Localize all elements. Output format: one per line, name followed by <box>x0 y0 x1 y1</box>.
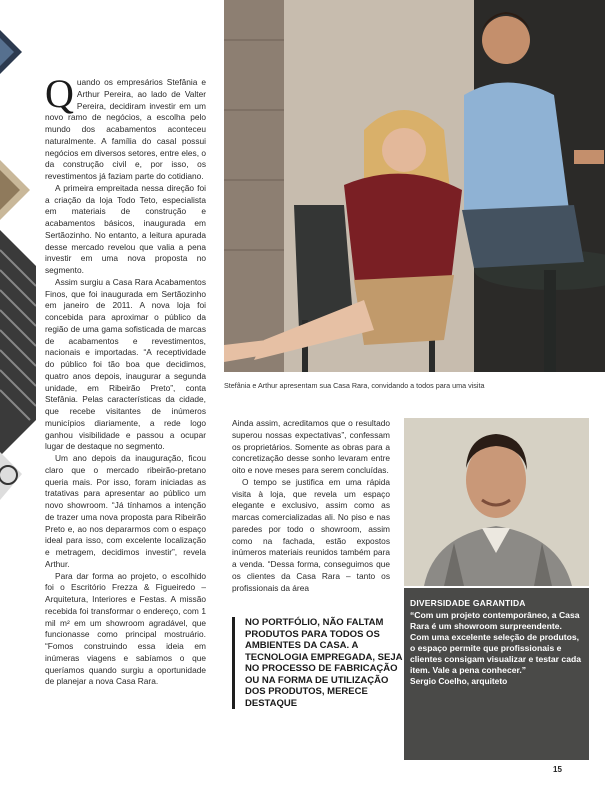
paragraph: Assim surgiu a Casa Rara Acabamentos Finos, que foi inaugurada em Sertãozinho em janeiro de 2011. A nova loja foi concebida para aproximar o público da região de uma gama sofisticada de marcas de acabamentos e revestimentos, nacionais e importadas. “A receptividade do público foi tão boa que decidimos, quatro anos depois, inaugurar a segunda unidade, em Ribeirão Preto”, conta Stefânia. Pelas características da cidade, que recebe visitantes de inúmeros municípios diariamente, a rede logo ganhou visibilidade e passou a ocupar lugar de destaque no segmento. <box>45 276 206 452</box>
paragraph: A primeira empreitada nessa direção foi a criação da loja Todo Teto, especialista em materiais de construção e acabamentos básicos, inaugurada em Sertãozinho. No entanto, a leitura apurada desse mercado revelou que valia a pena investir em uma nova proposta no segmento. <box>45 182 206 275</box>
drop-cap: Q <box>45 71 74 116</box>
left-text-column <box>45 71 206 688</box>
photo-caption: Stefânia e Arthur apresentam sua Casa Rara, convidando a todos para uma visita <box>224 381 485 390</box>
paragraph: O tempo se justifica em uma rápida visita à loja, que revela um espaço elegante e exclusivo, assim como as marcas comercializadas ali. No piso e nas paredes por todo o showroom, assim como na fachada, estão expostos inúmeros materiais reunidos também para a venda. “Dessa forma, conseguimos que os clientes da Casa Rara – tanto os profissionais da área <box>232 476 390 593</box>
sidebar-credit: Sergio Coelho, arquiteto <box>410 676 508 686</box>
diversity-sidebar <box>404 588 589 760</box>
paragraph: Para dar forma ao projeto, o escolhido foi o Escritório Frezza & Figueiredo – Arquitetura, Interiores e Festas. A missão recebida foi transformar o endereço, com 1 mil m² em um showroom agradável, que funcionasse como principal mostruário. “Fomos construindo essa ideia em inúmeras viagens e sabíamos o que queríamos quando surgiu a oportunidade de planejar a nova Casa Rara. <box>45 570 206 687</box>
page-number: 15 <box>553 765 562 774</box>
paragraph: uando os empresários Stefânia e Arthur Pereira, ao lado de Valter Pereira, decidiram investir em um novo ramo de negócios, a escolha pelo mundo dos acabamentos aconteceu naturalmente. A família do casal possui negócios em diversos setores, entre eles, o da construção civil e, por isso, os revestimentos já faziam parte do cotidiano. <box>45 77 206 181</box>
paragraph: Ainda assim, acreditamos que o resultado superou nossas expectativas”, confessam os proprietários. Somente as obras para a concretização desse sonho levaram entre oito e nove meses para serem concluídas. <box>232 418 390 475</box>
pull-quote: NO PORTFÓLIO, NÃO FALTAM PRODUTOS PARA TODOS OS AMBIENTES DA CASA. A TECNOLOGIA EMPREGADA, SEJA NO PROCESSO DE FABRICAÇÃO OU NA FORMA DE UTILIZAÇÃO DOS PRODUTOS, MERECE DESTAQUE <box>232 617 403 709</box>
couple-photo <box>224 0 605 372</box>
architect-portrait <box>404 418 589 586</box>
decorative-diamond-strip <box>0 0 36 520</box>
middle-text-column <box>232 418 390 594</box>
paragraph: Um ano depois da inauguração, ficou claro que o mercado ribeirão-pretano queria mais. Por isso, foram iniciadas as tratativas para apresentar ao público um novo showroom. “Já tínhamos a intenção de trazer uma nova proposta para Ribeirão Preto e, ao nos depararmos com o espaço ideal para isso, com excelente localização e metragem, decidimos investir”, revela Arthur. <box>45 453 206 569</box>
sidebar-quote: “Com um projeto contemporâneo, a Casa Rara é um showroom surpreendente. Com uma excelente seleção de produtos, o espaço permite que profissionais e clientes consigam visualizar e testar cada item. Vale a pena conhecer.” <box>410 610 582 675</box>
sidebar-title: DIVERSIDADE GARANTIDA <box>410 598 526 608</box>
